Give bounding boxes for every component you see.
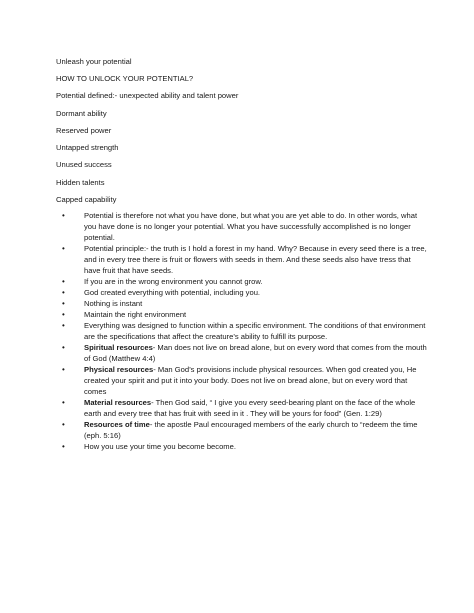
list-item bbox=[56, 342, 428, 364]
list-item-rest: - the apostle Paul encouraged members of the early church to “redeem the time (eph. 5:16) bbox=[84, 420, 418, 440]
list-item bbox=[56, 320, 428, 342]
bullet-icon: • bbox=[62, 310, 65, 319]
list-item bbox=[56, 298, 428, 309]
list-item-text bbox=[84, 419, 428, 441]
list-item bbox=[56, 287, 428, 298]
list-item bbox=[56, 419, 428, 441]
list-item-bold: Resources of time bbox=[84, 420, 150, 429]
list-item-text bbox=[84, 342, 428, 364]
list-item bbox=[56, 243, 428, 276]
term-line: Untapped strength bbox=[56, 143, 119, 152]
term-line: Unused success bbox=[56, 160, 112, 169]
list-item-text: Nothing is instant bbox=[84, 299, 143, 308]
bullet-icon: • bbox=[62, 244, 65, 253]
list-item-rest: - Man does not live on bread alone, but on every word that comes from the mouth of God (Matthew 4:4) bbox=[84, 343, 427, 363]
bullet-icon: • bbox=[62, 398, 65, 407]
doc-title: Unleash your potential bbox=[56, 57, 132, 66]
definition-line: Potential defined:- unexpected ability and talent power bbox=[56, 91, 239, 100]
list-item-text: Potential principle:- the truth is I hold a forest in my hand. Why? Because in every seed there is a tree, and in every tree there is fruit or flowers with seeds in them. And these seeds also have tress that have fruit that have seeds. bbox=[84, 244, 427, 275]
list-item-rest: - Then God said, “ I give you every seed-bearing plant on the face of the whole earth and every tree that has fruit with seed in it . They will be yours for food” (Gen. 1:29) bbox=[84, 398, 416, 418]
list-item bbox=[56, 441, 428, 452]
term-line: Dormant ability bbox=[56, 109, 107, 118]
list-item-text: Everything was designed to function within a specific environment. The conditions of that environment are the specifications that affect the creature’s ability to fulfill its purpose. bbox=[84, 321, 426, 341]
term-line: Hidden talents bbox=[56, 178, 105, 187]
list-item-text: How you use your time you become become. bbox=[84, 442, 236, 451]
bullet-icon: • bbox=[62, 442, 65, 451]
list-item bbox=[56, 397, 428, 419]
term-line: Capped capability bbox=[56, 195, 117, 204]
term-line: Reserved power bbox=[56, 126, 112, 135]
list-item-text: God created everything with potential, including you. bbox=[84, 288, 261, 297]
list-item-rest: - Man God’s provisions include physical resources. When god created you, He created your spirit and put it into your body. Does not live on bread alone, but on every word that comes bbox=[84, 365, 417, 396]
list-item bbox=[56, 309, 428, 320]
bullet-list bbox=[56, 210, 428, 452]
list-item-text: Potential is therefore not what you have done, but what you are yet able to do. In other words, what you have done is no longer your potential. What you have successfully accomplished is no longer potential. bbox=[84, 211, 418, 242]
list-item bbox=[56, 364, 428, 397]
list-item-bold: Spiritual resources bbox=[84, 343, 153, 352]
list-item-text bbox=[84, 397, 428, 419]
list-item-text: Maintain the right environment bbox=[84, 310, 187, 319]
bullet-icon: • bbox=[62, 277, 65, 286]
heading: HOW TO UNLOCK YOUR POTENTIAL? bbox=[56, 74, 194, 83]
list-item-bold: Physical resources bbox=[84, 365, 154, 374]
bullet-icon: • bbox=[62, 321, 65, 330]
list-item bbox=[56, 276, 428, 287]
list-item bbox=[56, 210, 428, 243]
bullet-icon: • bbox=[62, 420, 65, 429]
bullet-icon: • bbox=[62, 299, 65, 308]
list-item-text bbox=[84, 364, 428, 397]
bullet-icon: • bbox=[62, 343, 65, 352]
list-item-bold: Material resources bbox=[84, 398, 152, 407]
list-item-text: If you are in the wrong environment you cannot grow. bbox=[84, 277, 263, 286]
bullet-icon: • bbox=[62, 365, 65, 374]
bullet-icon: • bbox=[62, 288, 65, 297]
bullet-icon: • bbox=[62, 211, 65, 220]
